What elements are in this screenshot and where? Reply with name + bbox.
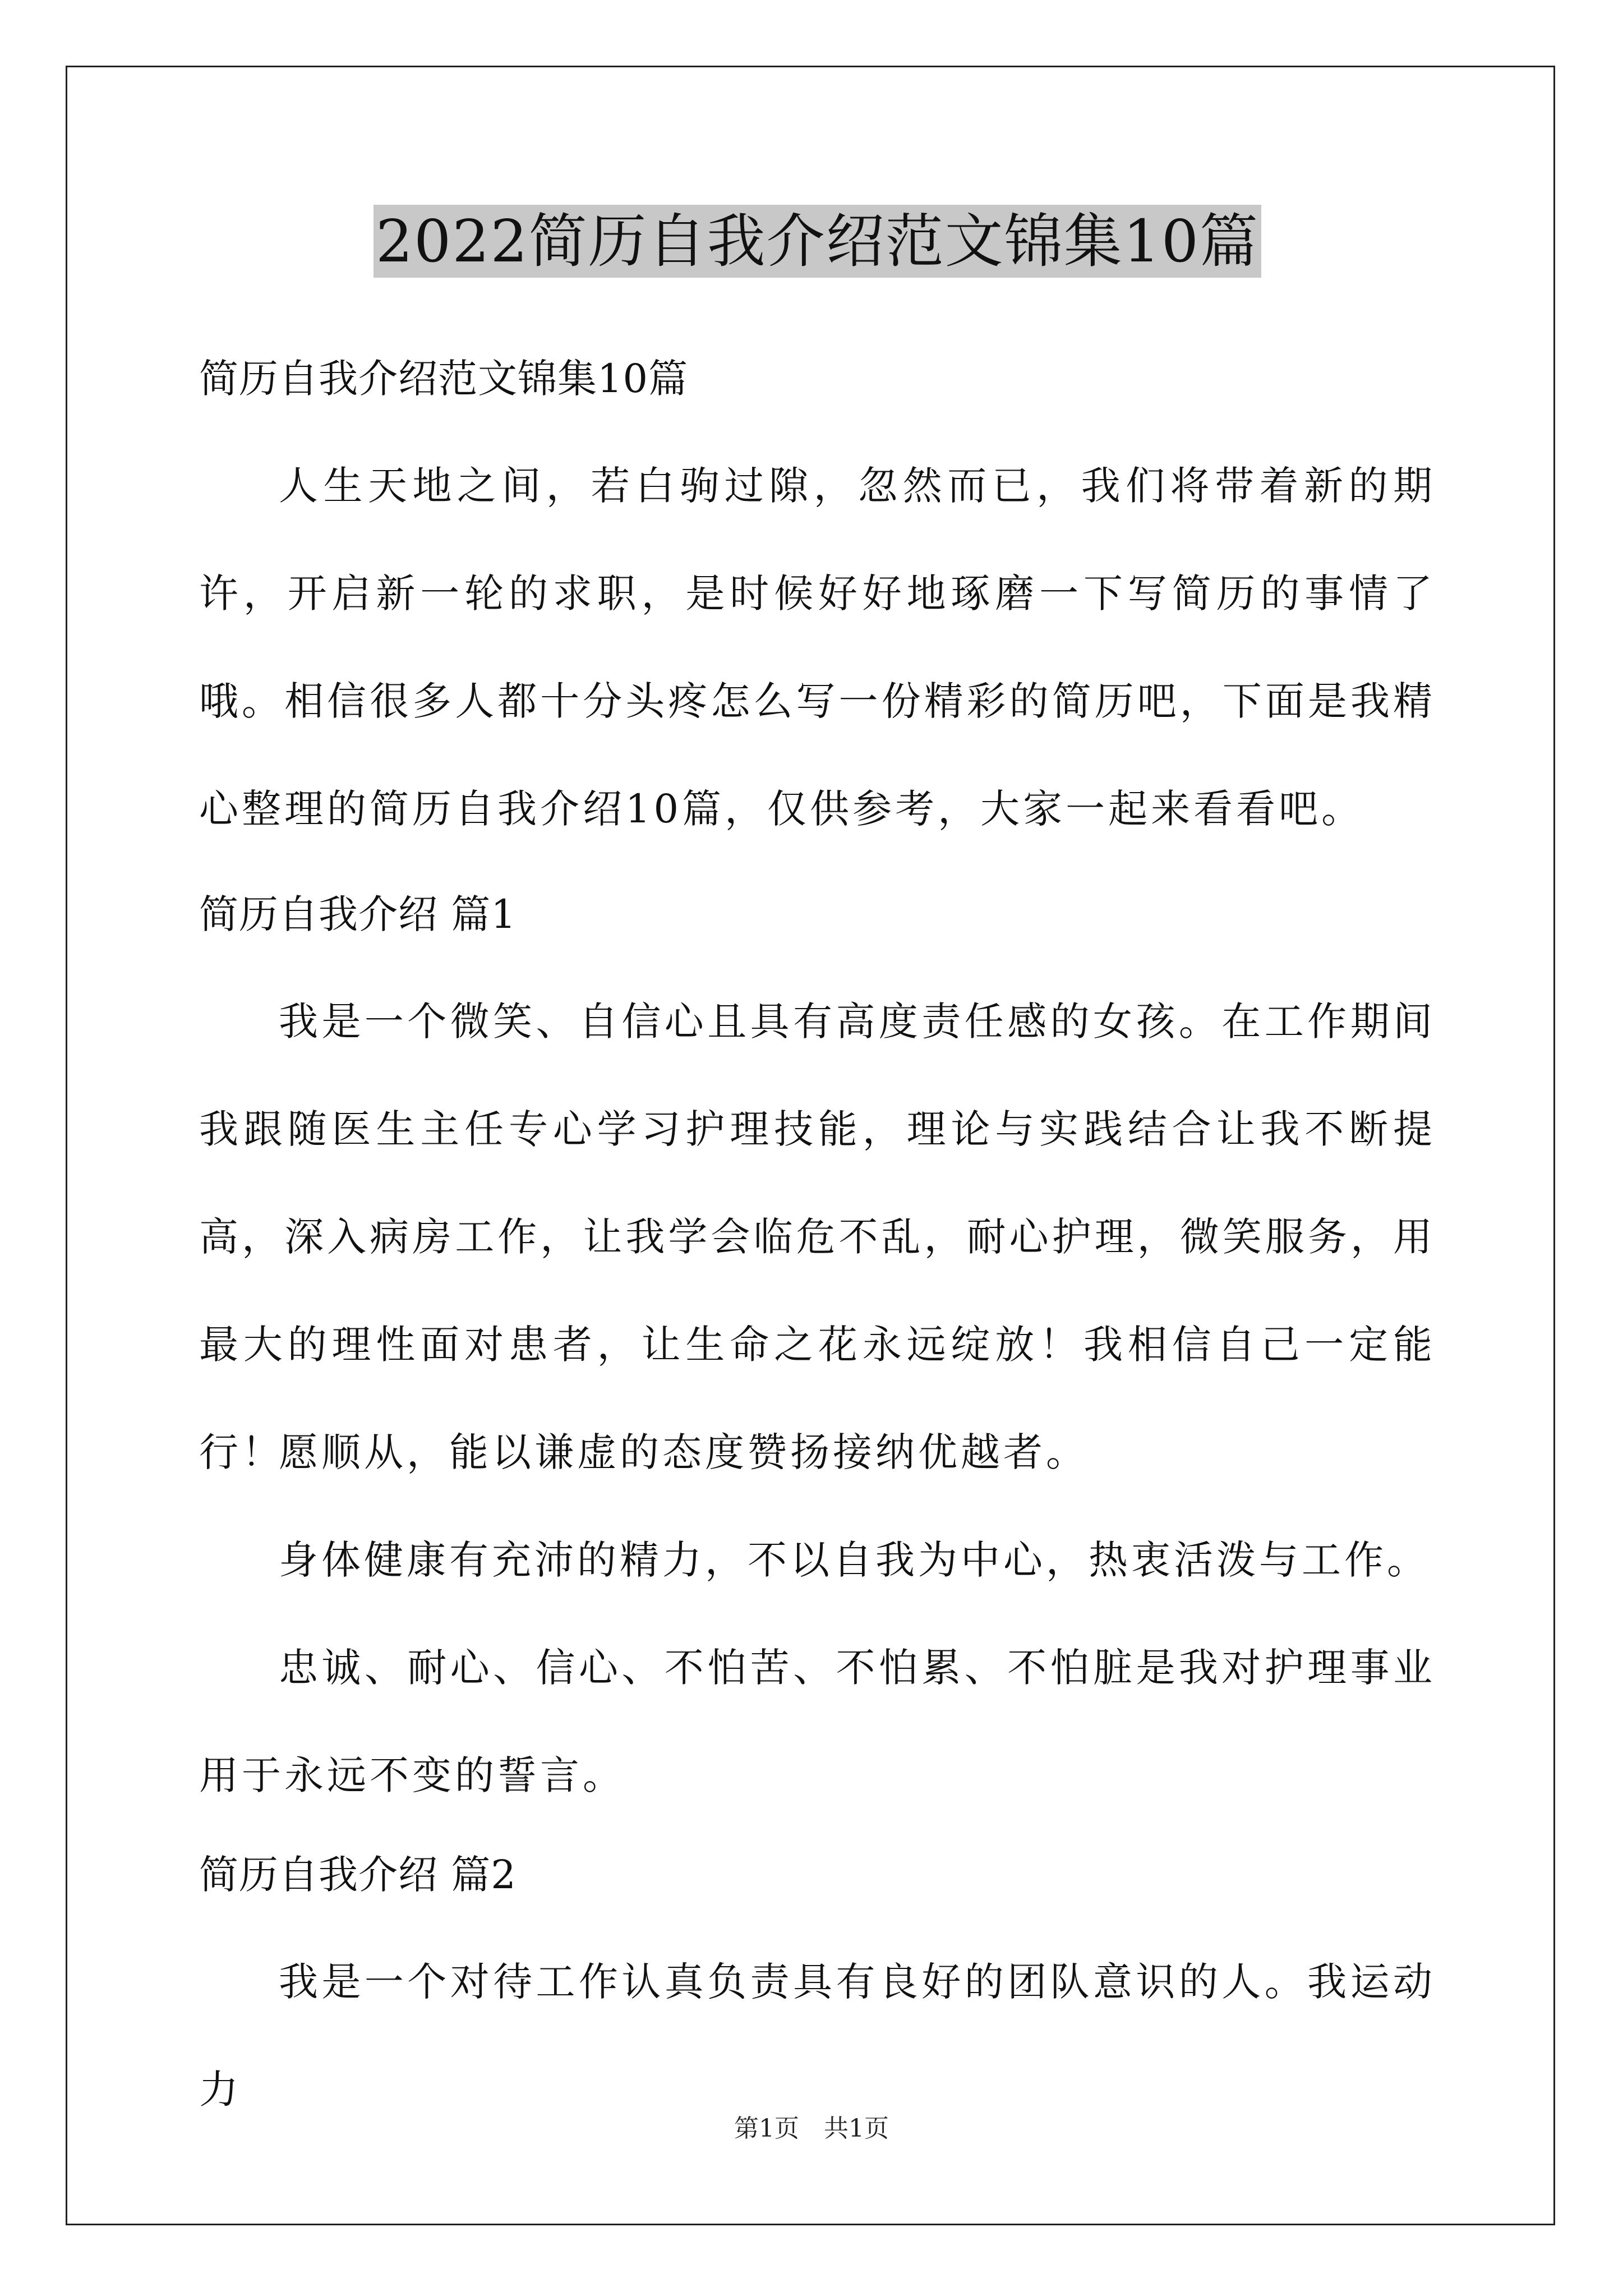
document-subtitle: 简历自我介绍范文锦集10篇 bbox=[199, 356, 689, 402]
section1-paragraph-1: 我是一个微笑、自信心且具有高度责任感的女孩。在工作期间我跟随医生主任专心学习护理技能，理论与实践结合让我不断提高，深入病房工作，让我学会临危不乱，耐心护理，微笑服务，用最大的理性面对患者，让生命之花永远绽放！我相信自己一定能行！ bbox=[199, 999, 1436, 1475]
section-heading-2: 简历自我介绍 篇2 bbox=[199, 1852, 517, 1898]
intro-paragraph: 人生天地之间，若白驹过隙，忽然而已，我们将带着新的期许，开启新一轮的求职，是时候好好地琢磨一下写简历的事情了哦。相信很多人都十分头疼怎么写一份精彩的简历吧，下面是我精心整理的简历自我介绍10篇，仅供参考，大家一起来看看吧。 bbox=[199, 463, 1436, 832]
section1-paragraph-2: 愿顺从，能以谦虚的态度赞扬接纳优越者。 bbox=[279, 1429, 1089, 1475]
section-heading-1: 简历自我介绍 篇1 bbox=[199, 891, 517, 937]
document-title: 2022简历自我介绍范文锦集10篇 bbox=[374, 205, 1261, 278]
page-footer: 第1页 共1页 bbox=[734, 2114, 889, 2143]
section2-paragraph-1: 我是一个对待工作认真负责具有良好的团队意识的人。我运动力 bbox=[199, 1959, 1436, 2113]
title-wrap bbox=[199, 205, 1436, 278]
section1-paragraph-3: 身体健康有充沛的精力，不以自我为中心，热衷活泼与工作。 bbox=[279, 1537, 1430, 1583]
section1-paragraph-4: 忠诚、耐心、信心、不怕苦、不怕累、不怕脏是我对护理事业用于永远不变的誓言。 bbox=[199, 1645, 1436, 1798]
